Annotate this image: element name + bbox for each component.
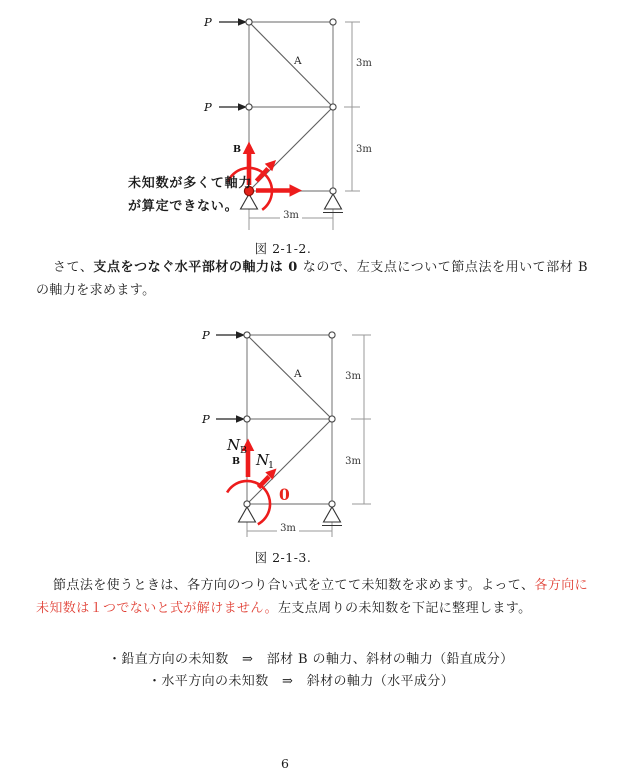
load-label-p-top: P xyxy=(204,15,212,29)
page-number: 6 xyxy=(281,756,289,771)
figure1-annotation-line1: 未知数が多くて軸力 xyxy=(128,176,253,191)
note-horizontal-unknowns: ・水平方向の未知数 ⇒ 斜材の軸力（水平成分） xyxy=(148,674,455,689)
paragraph2-red: 各方向に未知数は１つでないと式が解けません。 xyxy=(36,578,588,616)
dim-label-3m-bottom: 3m xyxy=(356,144,372,155)
paragraph2-lead: 節点法を使うときは、各方向のつり合い式を立てて未知数を求めます。よって、 xyxy=(53,578,535,593)
axial-n1-symbol: N xyxy=(256,451,270,469)
member-b-label: B xyxy=(232,456,241,467)
axial-nb-subscript: B xyxy=(240,445,247,456)
axial-n1-subscript: 1 xyxy=(268,460,275,471)
paragraph1-lead: さて、 xyxy=(53,260,94,275)
figure1-caption: 図 2-1-2. xyxy=(254,241,312,256)
dimension-right xyxy=(351,335,371,504)
axial-force-diagonal-arrow xyxy=(259,469,277,488)
load-arrow-top xyxy=(216,331,245,339)
paragraph-2 xyxy=(36,574,588,620)
paragraph-1 xyxy=(36,256,588,302)
member-a-label: A xyxy=(294,55,302,67)
figure2-caption: 図 2-1-3. xyxy=(254,550,312,565)
paragraph1-rest: なので、左支点について節点法を用いて部材 B の軸力を求めます。 xyxy=(36,260,588,298)
unknown-force-horizontal-arrow xyxy=(256,184,302,197)
member-b-label: B xyxy=(233,144,242,155)
dim-label-3m-bottom: 3m xyxy=(345,456,361,467)
truss-members xyxy=(247,335,332,504)
zero-axial-label: 0 xyxy=(279,485,290,504)
note-vertical-unknowns: ・鉛直方向の未知数 ⇒ 部材 B の軸力、斜材の軸力（鉛直成分） xyxy=(108,652,514,667)
figure1-annotation xyxy=(128,172,252,218)
load-label-p-mid: P xyxy=(202,412,210,426)
load-label-p-top: P xyxy=(202,328,210,342)
load-arrow-mid xyxy=(219,103,247,111)
axial-nb-symbol: N xyxy=(227,436,241,454)
paragraph2-rest: 左支点周りの未知数を下記に整理します。 xyxy=(277,601,532,616)
load-arrow-mid xyxy=(216,415,245,423)
dim-label-3m-span: 3m xyxy=(283,210,299,221)
figure1-annotation-line2: が算定できない。 xyxy=(128,199,239,214)
dimension-right xyxy=(344,22,360,191)
load-arrow-top xyxy=(219,18,247,26)
member-a-label: A xyxy=(294,368,302,380)
truss-members xyxy=(249,22,333,191)
truss-diagram-2 xyxy=(120,320,390,545)
dim-label-3m-span: 3m xyxy=(280,523,296,534)
dim-label-3m-top: 3m xyxy=(345,371,361,382)
paragraph1-bold: 支点をつなぐ水平部材の軸力は 0 xyxy=(93,260,303,275)
dim-label-3m-top: 3m xyxy=(356,58,372,69)
pin-support-left xyxy=(239,507,256,522)
load-label-p-mid: P xyxy=(204,100,212,114)
